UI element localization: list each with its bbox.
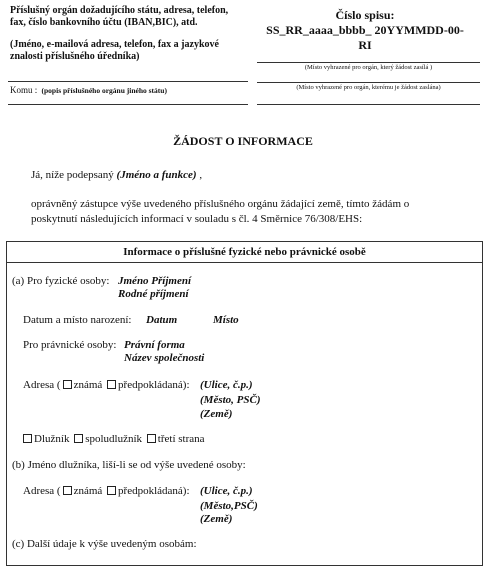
company-name-field[interactable]: Název společnosti: [124, 352, 205, 364]
city-field-b[interactable]: (Město,PSČ): [200, 500, 258, 512]
known-label: známá: [73, 379, 103, 391]
receiving-reserved-hint: (Místo vyhrazené pro orgán, kterému je žádost zaslána): [296, 84, 441, 91]
known-checkbox[interactable]: [63, 380, 72, 389]
intro-paragraph: [31, 197, 481, 227]
country-field[interactable]: (Země): [200, 408, 233, 420]
assumed-checkbox-b[interactable]: [107, 486, 116, 495]
c-label: (c) Další údaje k výše uvedeným osobám:: [12, 538, 197, 550]
debtor-checkbox[interactable]: [23, 434, 32, 443]
box-heading: Informace o příslušné fyzické nebo právnické osobě: [123, 246, 366, 258]
a-label: (a) Pro fyzické osoby:: [12, 275, 110, 287]
address-label-b: Adresa (: [23, 485, 61, 497]
komu-top-line: [8, 81, 248, 82]
dob-label: Datum a místo narození:: [23, 314, 132, 326]
assumed-label: předpokládaná):: [118, 379, 190, 391]
known-checkbox-b[interactable]: [63, 486, 72, 495]
b-label: (b) Jméno dlužníka, liší-li se od výše uvedené osoby:: [12, 459, 246, 471]
city-field[interactable]: (Město, PSČ): [200, 394, 261, 406]
file-number-value: SS_RR_aaaa_bbbb_ 20YYMMDD-00-RI: [266, 23, 464, 52]
assumed-label-b: předpokládaná):: [118, 485, 190, 497]
intro-prefix: Já, níže podepsaný: [31, 169, 114, 181]
street-field[interactable]: (Ulice, č.p.): [200, 379, 253, 391]
org-line-1: Příslušný orgán dožadujícího státu, adresa, telefon,: [10, 5, 229, 16]
name-function-field[interactable]: (Jméno a funkce): [116, 169, 197, 181]
intro-suffix: ,: [199, 169, 203, 181]
third-party-checkbox[interactable]: [147, 434, 156, 443]
contact-line-2: znalosti příslušného úředníka): [10, 51, 140, 62]
third-party-label: třetí strana: [157, 433, 205, 445]
address-label: Adresa (: [23, 379, 61, 391]
file-number-label: Číslo spisu:: [335, 8, 395, 22]
org-line-2: fax, číslo bankovního účtu (IBAN,BIC), atd.: [10, 17, 198, 28]
requesting-reserved-line: [257, 62, 480, 63]
codebtor-label: spoludlužník: [85, 433, 143, 445]
address-row-a: [23, 378, 190, 393]
legal-label: Pro právnické osoby:: [23, 339, 117, 351]
role-row: [21, 432, 205, 447]
komu-bottom-line: [8, 104, 248, 105]
komu-label: Komu :: [10, 85, 38, 95]
debtor-label: Dlužník: [34, 433, 70, 445]
assumed-checkbox[interactable]: [107, 380, 116, 389]
dob-date-field[interactable]: Datum: [146, 314, 178, 326]
codebtor-checkbox[interactable]: [74, 434, 83, 443]
legal-form-field[interactable]: Právní forma: [124, 339, 185, 351]
intro-para-line-1: oprávněný zástupce výše uvedeného příslušného orgánu žádající země, tímto žádám o: [31, 198, 410, 210]
file-number-block: [260, 8, 470, 53]
intro-line: [31, 168, 202, 183]
komu-hint: (popis příslušného orgánu jiného státu): [41, 86, 167, 95]
document-title: ŽÁDOST O INFORMACE: [173, 134, 313, 148]
dob-place-field[interactable]: Místo: [213, 314, 239, 326]
birth-surname-field[interactable]: Rodné příjmení: [118, 288, 189, 300]
contact-line-1: (Jméno, e-mailová adresa, telefon, fax a jazykové: [10, 39, 219, 50]
intro-para-line-2: poskytnutí následujících informací v souladu s čl. 4 Směrnice 76/308/EHS:: [31, 213, 363, 225]
first-last-name-field[interactable]: Jméno Příjmení: [118, 275, 192, 287]
address-row-b: [23, 484, 190, 499]
requesting-reserved-hint: (Místo vyhrazené pro orgán, který žádost zasílá ): [304, 64, 433, 71]
komu-row: [10, 85, 167, 95]
country-field-b[interactable]: (Země): [200, 513, 233, 525]
receiving-reserved-line: [257, 82, 480, 83]
box-heading-divider: [6, 262, 483, 263]
known-label-b: známá: [73, 485, 103, 497]
street-field-b[interactable]: (Ulice, č.p.): [200, 485, 253, 497]
requesting-authority-block: [10, 5, 255, 63]
receiving-bottom-line: [257, 104, 480, 105]
